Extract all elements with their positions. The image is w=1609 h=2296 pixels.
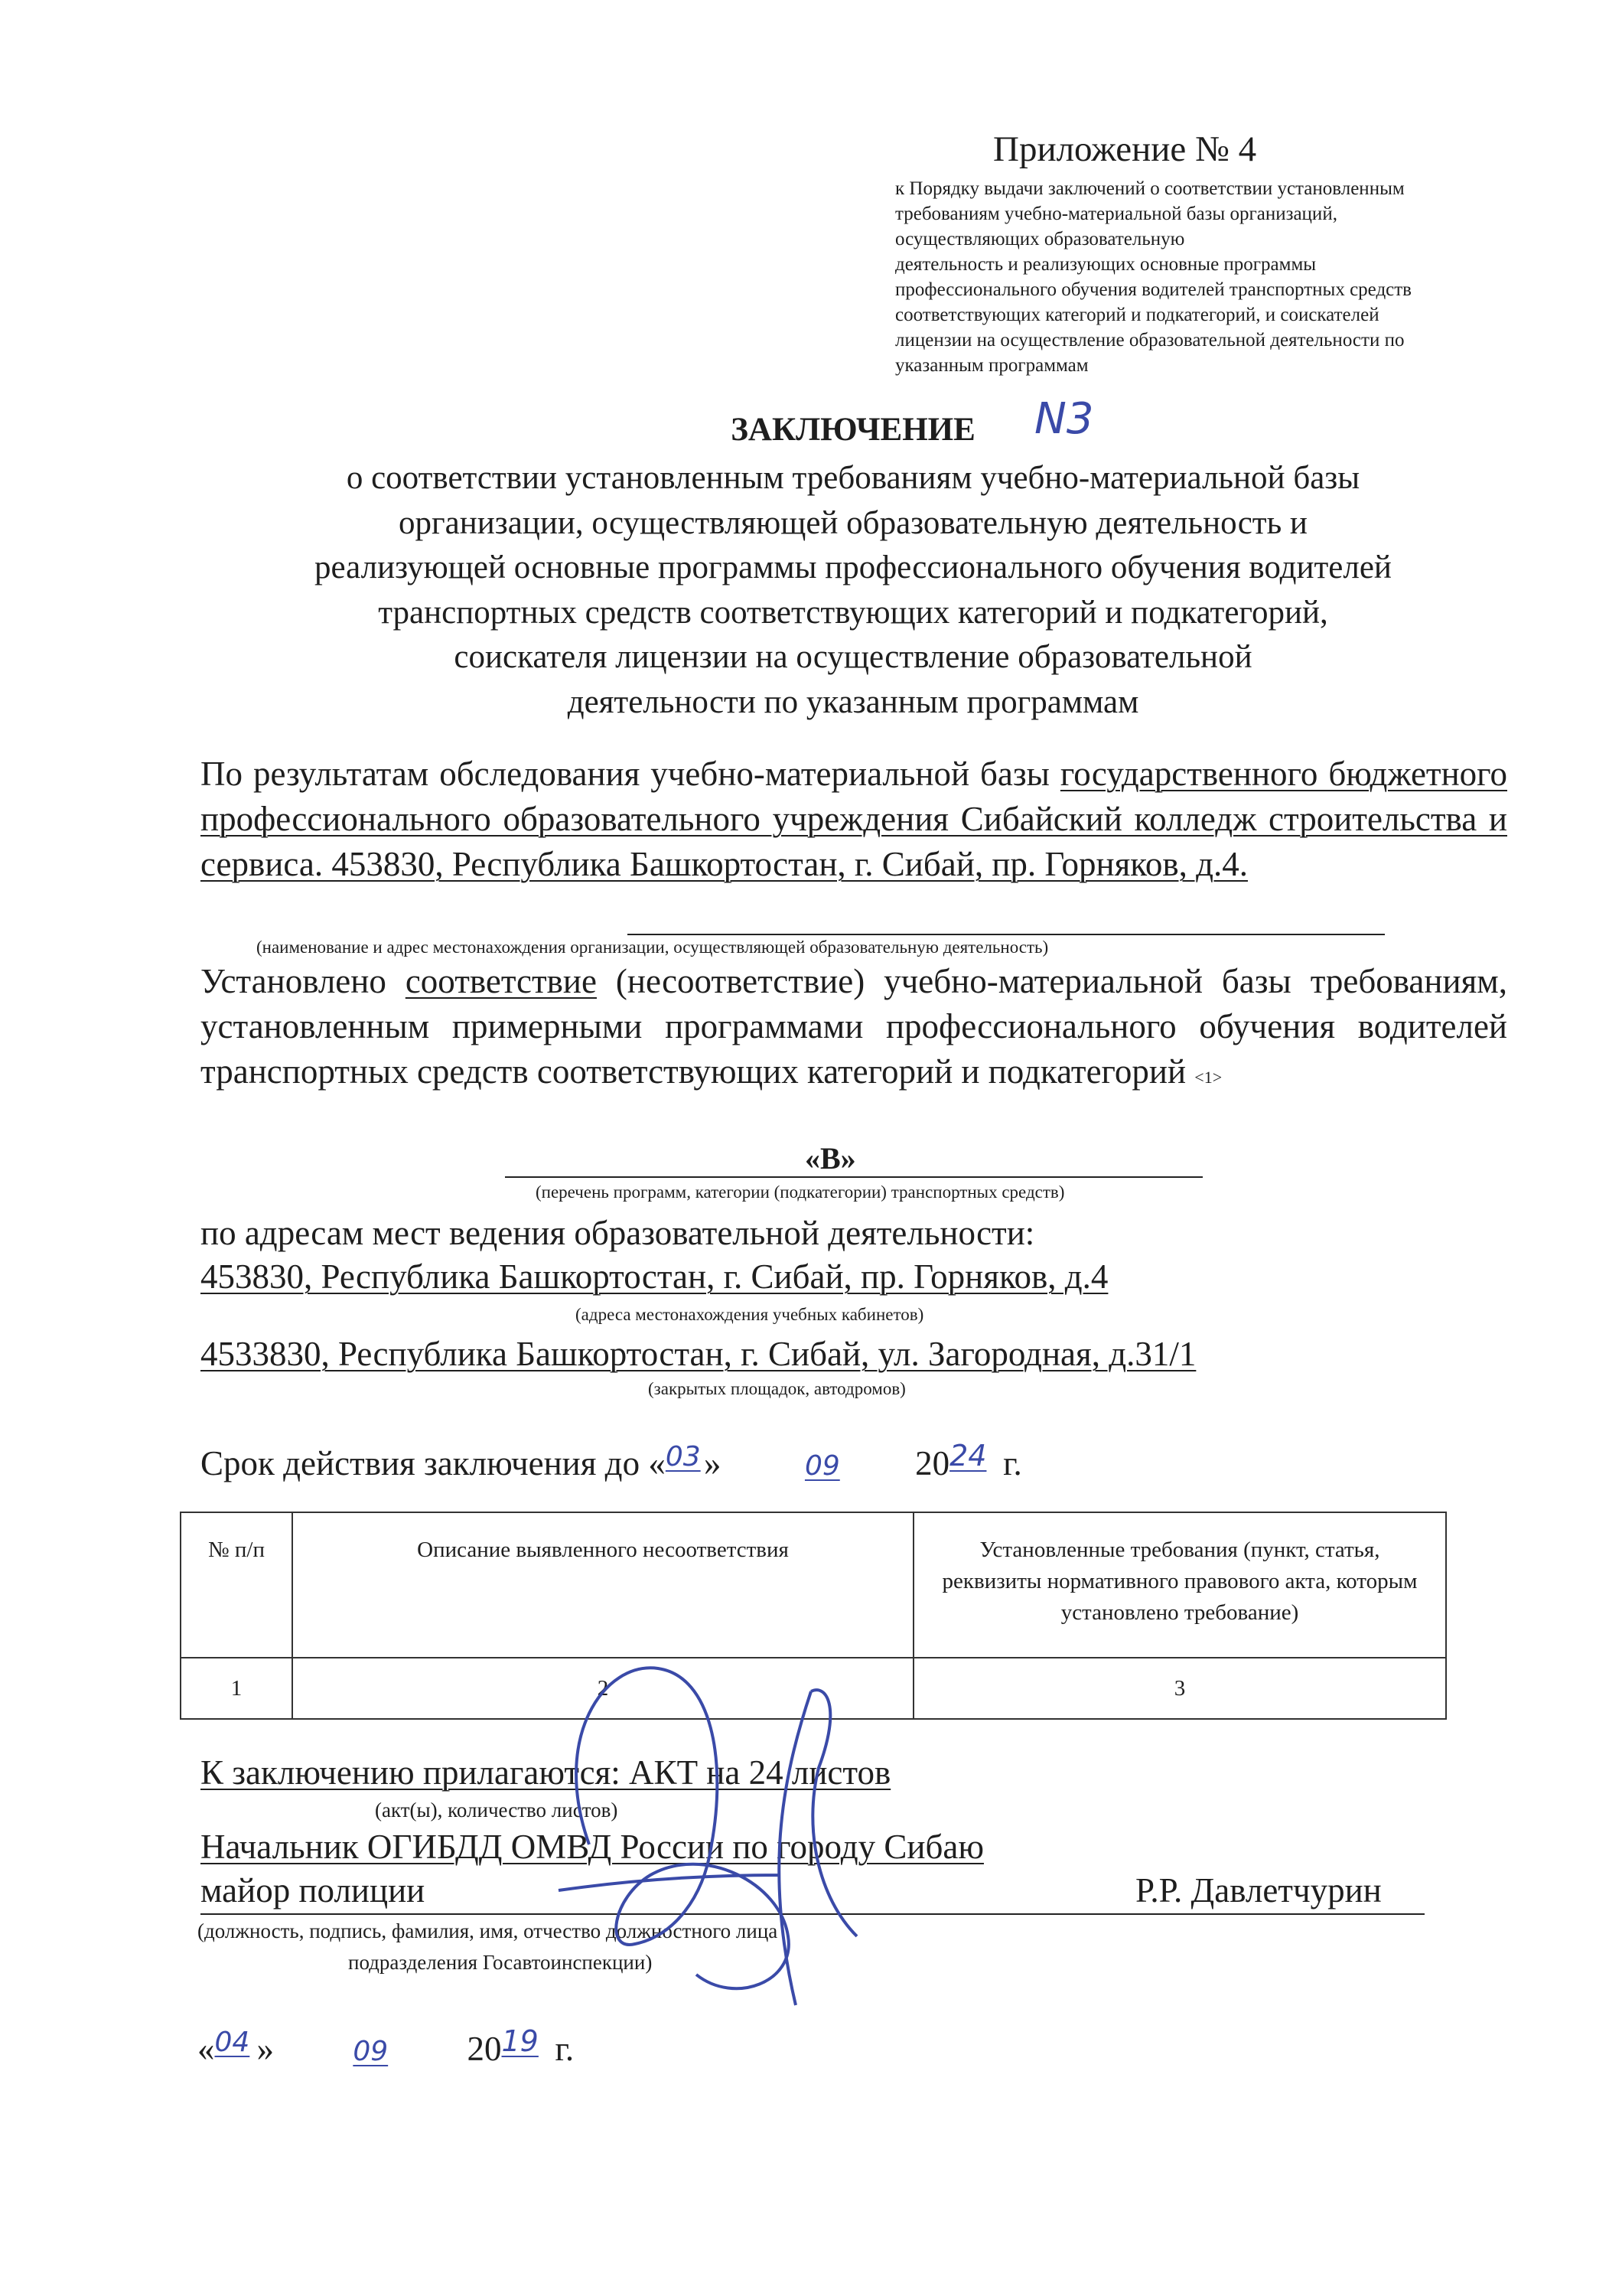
attachments-line: К заключению прилагаются: АКТ на 24 листов — [200, 1753, 891, 1792]
address-sites-caption: (закрытых площадок, автодромов) — [648, 1379, 906, 1398]
signatory-name: Р.Р. Давлетчурин — [1135, 1871, 1382, 1910]
appendix-subtitle-line: осуществляющих образовательную — [895, 229, 1185, 249]
address-classrooms-caption: (адреса местонахождения учебных кабинетов) — [575, 1305, 924, 1324]
signature-stroke — [576, 1668, 789, 1988]
date-suffix: г. — [555, 2030, 575, 2068]
document-title: ЗАКЛЮЧЕНИЕ — [731, 412, 975, 448]
header-cell-number: № п/п — [181, 1512, 292, 1658]
handwritten-document-number: N3 — [1034, 394, 1094, 444]
footnote-ref: <1> — [1194, 1068, 1223, 1087]
attachments-caption: (акт(ы), количество листов) — [375, 1799, 618, 1821]
validity-day: 03 — [665, 1441, 701, 1473]
position-line1: Начальник ОГИБДД ОМВД России по городу Сибаю — [200, 1828, 984, 1866]
appendix-subtitle — [895, 176, 1584, 378]
intro-text: По результатам обследования учебно-материальной базы — [200, 755, 1060, 793]
signature-stroke — [559, 1690, 857, 2005]
subtitle-line: организации, осуществляющей образовательную деятельность и — [399, 504, 1308, 541]
appendix-subtitle-line: требованиям учебно-материальной базы организаций, — [895, 204, 1337, 224]
validity-label: Срок действия заключения до « — [200, 1444, 666, 1482]
established-compliance: соответствие — [405, 962, 597, 1000]
date-close-quote: » — [256, 2030, 274, 2068]
subtitle-line: деятельности по указанным программам — [567, 683, 1139, 720]
validity-year-prefix: 20 — [915, 1444, 950, 1482]
table-cell: 3 — [914, 1658, 1446, 1719]
signing-date — [197, 2024, 574, 2069]
date-year-prefix: 20 — [467, 2030, 502, 2068]
established-paragraph — [200, 959, 1507, 1100]
appendix-subtitle-line: к Порядку выдачи заключений о соответствии установленным — [895, 178, 1405, 199]
validity-month: 09 — [804, 1450, 840, 1482]
subtitle-line: реализующей основные программы профессионального обучения водителей — [314, 550, 1392, 585]
document-subtitle — [0, 456, 1609, 725]
position-line2: майор полиции — [200, 1871, 425, 1910]
validity-line: Срок действия заключения до «03» 09 2024 г. — [200, 1439, 1022, 1482]
appendix-subtitle-line: соответствующих категорий и подкатегорий, и соискателей — [895, 305, 1379, 325]
address-classrooms: 453830, Республика Башкортостан, г. Сибай, пр. Горняков, д.4 — [200, 1257, 1109, 1296]
appendix-title: Приложение № 4 — [993, 129, 1257, 169]
category-value: «В» — [805, 1141, 856, 1176]
established-rest: (несоответствие) учебно-материальной базы требованиям, установленным примерными программами профессионального обучения водителей транспортных средств соответствующих категорий и подкатегорий — [200, 962, 1507, 1091]
address-sites: 4533830, Республика Башкортостан, г. Сибай, ул. Загородная, д.31/1 — [200, 1335, 1197, 1373]
signature-stamp — [459, 1645, 995, 2028]
appendix-subtitle-line: профессионального обучения водителей транспортных средств — [895, 279, 1412, 300]
category-caption: (перечень программ, категории (подкатегории) транспортных средств) — [536, 1182, 1065, 1202]
table-header-row — [181, 1512, 1446, 1658]
date-year: 19 — [501, 2024, 539, 2058]
validity-year: 24 — [949, 1439, 987, 1473]
subtitle-line: соискателя лицензии на осуществление образовательной — [454, 639, 1252, 675]
appendix-subtitle-line: указанным программам — [895, 355, 1089, 376]
organization-caption: (наименование и адрес местонахождения организации, осуществляющей образовательную деятельность) — [256, 938, 1049, 957]
header-cell-requirements: Установленные требования (пункт, статья, реквизиты нормативного правового акта, которым установлено требование) — [914, 1512, 1446, 1658]
inspection-paragraph — [200, 752, 1507, 887]
subtitle-line: транспортных средств соответствующих категорий и подкатегорий, — [378, 594, 1328, 631]
organization-name: государственного бюджетного профессионального образовательного учреждения Сибайский колледж строительства и сервиса. 453830, Республика Башкортостан, г. Сибай, пр. Горняков, д.4. — [200, 755, 1507, 883]
date-day: 04 — [214, 2027, 250, 2058]
appendix-subtitle-line: лицензии на осуществление образовательной деятельности по — [895, 330, 1405, 351]
table-cell: 2 — [292, 1658, 914, 1719]
header-cell-description: Описание выявленного несоответствия — [292, 1512, 914, 1658]
fill-line — [627, 934, 1385, 935]
date-month: 09 — [353, 2036, 389, 2067]
signatory-caption-1: (должность, подпись, фамилия, имя, отчество должностного лица — [197, 1919, 778, 1942]
date-open-quote: « — [197, 2030, 215, 2068]
year-suffix: г. — [1003, 1444, 1022, 1482]
signatory-caption-2: подразделения Госавтоинспекции) — [348, 1951, 653, 1974]
appendix-subtitle-line: деятельность и реализующих основные программы — [895, 254, 1317, 275]
subtitle-line: о соответствии установленным требованиям учебно-материальной базы — [346, 460, 1360, 496]
addresses-label: по адресам мест ведения образовательной деятельности: — [200, 1214, 1035, 1252]
fill-line — [505, 1176, 1203, 1178]
table-cell: 1 — [181, 1658, 292, 1719]
established-prefix: Установлено — [200, 962, 406, 1000]
